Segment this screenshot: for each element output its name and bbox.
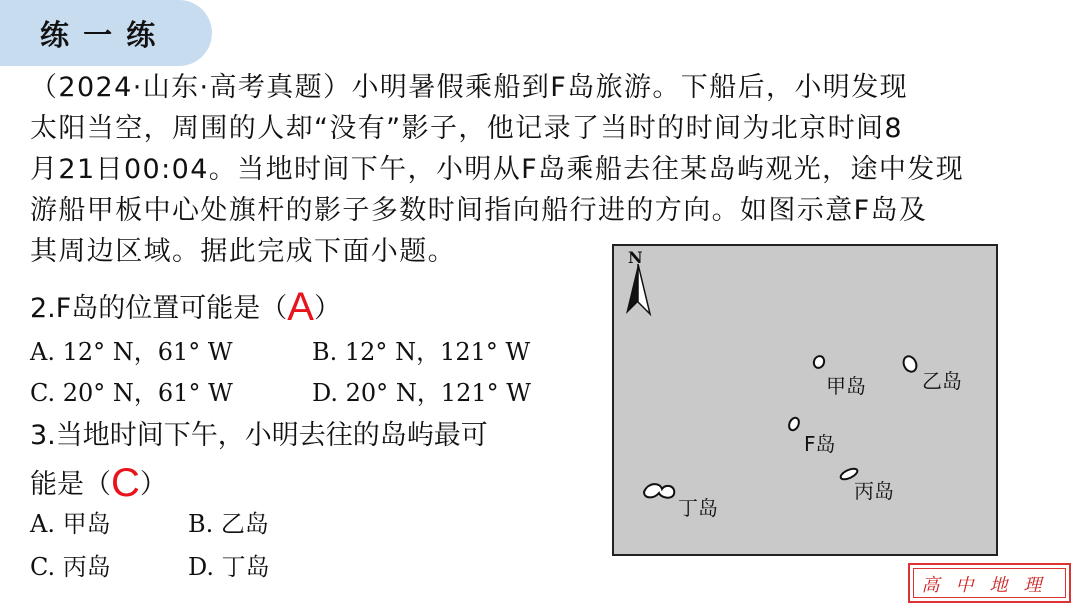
- q3-option-d: D. 丁岛: [188, 553, 270, 581]
- island-bing-label: 丙岛: [854, 479, 894, 503]
- q2-option-d: D. 20° N，121° W: [312, 379, 531, 407]
- stem-line-1: （2024·山东·高考真题）小明暑假乘船到F岛旅游。下船后，小明发现: [30, 72, 909, 103]
- q3-option-b: B. 乙岛: [188, 510, 269, 538]
- island-ding-shape: [644, 484, 674, 498]
- q2-answer-mark: A: [287, 285, 314, 329]
- island-map: [612, 244, 998, 556]
- island-f-shape: [787, 416, 801, 432]
- island-f-label: F岛: [804, 432, 836, 456]
- stem-line-5: 其周边区域。据此完成下面小题。: [30, 236, 456, 267]
- q2-option-a: A. 12° N，61° W: [30, 338, 233, 366]
- island-jia-label: 甲岛: [826, 374, 866, 398]
- q2-prompt-close: ）: [313, 293, 341, 324]
- map-drawing: [614, 246, 996, 554]
- north-arrow-dark-half: [626, 264, 638, 314]
- watermark-stamp: [908, 563, 1071, 603]
- question-2-prompt: [30, 287, 341, 327]
- stamp-text: 高中地理: [921, 575, 1058, 596]
- question-3-prompt-line-2: [30, 463, 167, 503]
- page-title: 练 一 练: [40, 18, 158, 52]
- stem-line-4: 游船甲板中心处旗杆的影子多数时间指向船行进的方向。如图示意F岛及: [30, 195, 928, 226]
- q3-option-a: A. 甲岛: [30, 510, 111, 538]
- island-ding-label: 丁岛: [678, 496, 718, 520]
- question-3-prompt-line-1: 3.当地时间下午，小明去往的岛屿最可: [30, 420, 488, 451]
- q2-prompt-text: 2.F岛的位置可能是（: [30, 293, 288, 324]
- island-yi-label: 乙岛: [922, 369, 962, 393]
- header-tab: [0, 0, 212, 66]
- q3-option-c: C. 丙岛: [30, 553, 111, 581]
- q3-prompt-close: ）: [139, 469, 167, 500]
- stem-line-3: 月21日00:04。当地时间下午，小明从F岛乘船去往某岛屿观光，途中发现: [30, 154, 965, 185]
- north-arrow-light-half: [638, 264, 650, 314]
- q2-option-c: C. 20° N，61° W: [30, 379, 233, 407]
- q3-prompt-text: 能是（: [30, 469, 111, 500]
- island-jia-shape: [812, 355, 826, 370]
- q3-answer-mark: C: [111, 461, 140, 505]
- north-label: N: [628, 248, 643, 267]
- stem-line-2: 太阳当空，周围的人却“没有”影子，他记录了当时的时间为北京时间8: [30, 113, 903, 144]
- q2-option-b: B. 12° N，121° W: [312, 338, 531, 366]
- island-yi-shape: [901, 354, 919, 374]
